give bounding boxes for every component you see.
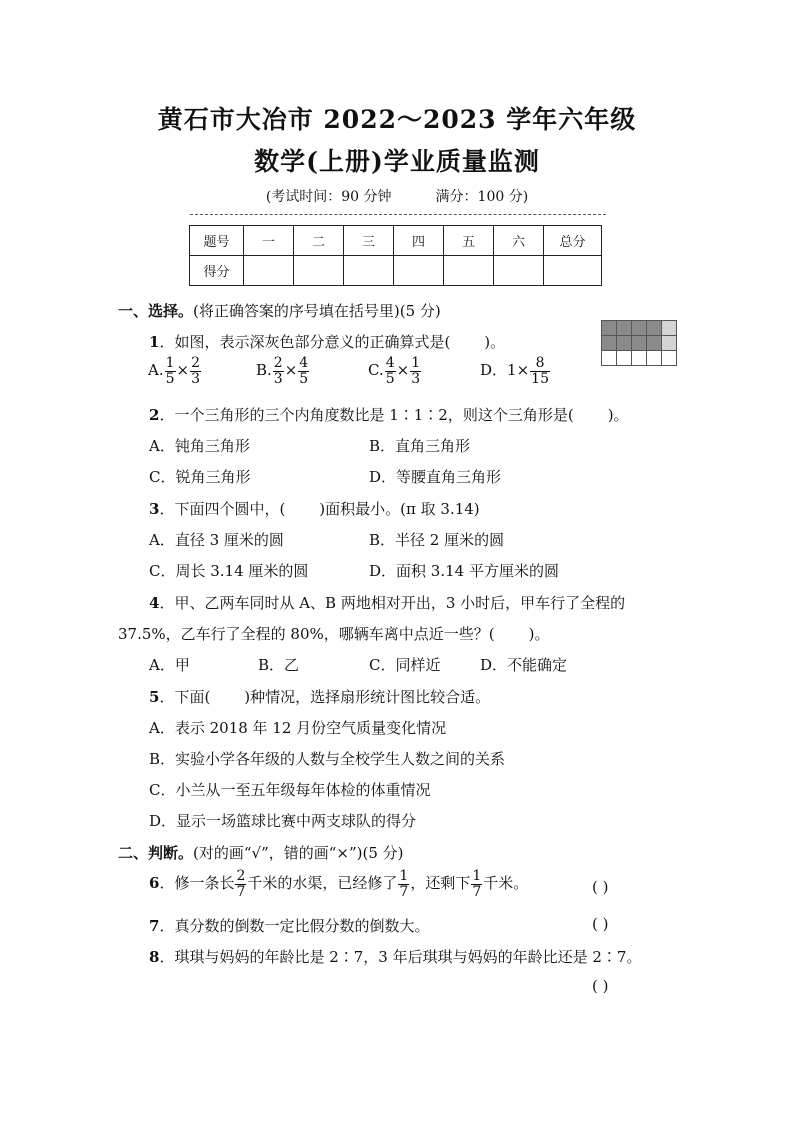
q2-option-c: C．锐角三角形 bbox=[149, 468, 251, 486]
q3-option-c: C．周长 3.14 厘米的圆 bbox=[149, 562, 309, 580]
q5-option-c: C．小兰从一至五年级每年体检的体重情况 bbox=[149, 781, 431, 799]
q6-answer-bracket[interactable]: ( ) bbox=[592, 878, 609, 896]
score-input-cell[interactable] bbox=[294, 256, 344, 286]
score-header-cell: 总分 bbox=[544, 226, 602, 256]
question-5: 5．下面( )种情况，选择扇形统计图比较合适。 bbox=[149, 688, 491, 706]
score-header-cell: 五 bbox=[444, 226, 494, 256]
exam-title-line2: 数学(上册)学业质量监测 bbox=[254, 147, 540, 176]
score-input-cell[interactable] bbox=[394, 256, 444, 286]
score-input-cell[interactable] bbox=[444, 256, 494, 286]
q4-option-a: A．甲 bbox=[149, 656, 190, 674]
score-table bbox=[189, 225, 602, 286]
full-score: 满分：100 分) bbox=[435, 189, 529, 205]
score-header-cell: 三 bbox=[344, 226, 394, 256]
score-header-cell: 六 bbox=[494, 226, 544, 256]
question-8: 8．琪琪与妈妈的年龄比是 2∶7，3 年后琪琪与妈妈的年龄比还是 2∶7。 bbox=[149, 948, 642, 966]
exam-info bbox=[0, 186, 794, 206]
score-row-label: 得分 bbox=[190, 256, 244, 286]
question-7: 7．真分数的倒数一定比假分数的倒数大。 bbox=[149, 917, 430, 935]
q4-option-b: B．乙 bbox=[258, 656, 300, 674]
q5-option-a: A．表示 2018 年 12 月份空气质量变化情况 bbox=[149, 719, 447, 737]
score-header-cell: 一 bbox=[244, 226, 294, 256]
divider bbox=[190, 214, 606, 215]
q2-option-d: D．等腰直角三角形 bbox=[369, 468, 502, 486]
q4-option-d: D．不能确定 bbox=[480, 656, 568, 674]
score-input-cell[interactable] bbox=[344, 256, 394, 286]
exam-title-line1: 黄石市大冶市 2022～2023 学年六年级 bbox=[157, 105, 637, 134]
q1-option-b: B. $\frac{2}{3}$ × $\frac{4}{5}$ bbox=[256, 355, 309, 387]
question-2: 2．一个三角形的三个内角度数比是 1∶1∶2，则这个三角形是( )。 bbox=[149, 406, 629, 424]
score-input-cell[interactable] bbox=[494, 256, 544, 286]
shaded-grid-figure bbox=[601, 320, 677, 366]
score-header-cell: 四 bbox=[394, 226, 444, 256]
q2-option-a: A．钝角三角形 bbox=[149, 437, 250, 455]
exam-time: (考试时间：90 分钟 bbox=[265, 189, 392, 205]
question-1: 1．如图，表示深灰色部分意义的正确算式是( )。 bbox=[149, 333, 506, 351]
question-3: 3．下面四个圆中，( )面积最小。(π 取 3.14) bbox=[149, 500, 480, 518]
q3-option-a: A．直径 3 厘米的圆 bbox=[149, 531, 284, 549]
score-header-cell: 题号 bbox=[190, 226, 244, 256]
q8-answer-bracket[interactable]: ( ) bbox=[592, 977, 609, 995]
q2-option-b: B．直角三角形 bbox=[369, 437, 471, 455]
question-6: 6．修一条长 $\frac{2}{7}$ 千米的水渠，已经修了 $\frac{1}{7}$ ，还剩下 $\frac{1}{7}$ 千米。 bbox=[149, 868, 529, 900]
q3-option-b: B．半径 2 厘米的圆 bbox=[369, 531, 505, 549]
q4-option-c: C．同样近 bbox=[369, 656, 441, 674]
score-header-cell: 二 bbox=[294, 226, 344, 256]
score-table-header-row bbox=[190, 226, 602, 256]
q3-option-d: D．面积 3.14 平方厘米的圆 bbox=[369, 562, 559, 580]
q1-option-c: C. $\frac{4}{5}$ × $\frac{1}{3}$ bbox=[368, 355, 421, 387]
question-4: 4．甲、乙两车同时从 A、B 两地相对开出，3 小时后，甲车行了全程的 bbox=[149, 594, 626, 612]
q1-option-d: D．1× $\frac{8}{15}$ bbox=[480, 355, 549, 387]
section2-heading: 二、判断。(对的画“√”，错的画“×”)(5 分) bbox=[118, 844, 404, 862]
q1-option-a: A. $\frac{1}{5}$ × $\frac{2}{3}$ bbox=[148, 355, 201, 387]
q5-option-d: D．显示一场篮球比赛中两支球队的得分 bbox=[149, 812, 417, 830]
question-4-line2: 37.5%，乙车行了全程的 80%，哪辆车离中点近一些？( )。 bbox=[118, 625, 550, 643]
score-table-score-row bbox=[190, 256, 602, 286]
section1-heading: 一、选择。(将正确答案的序号填在括号里)(5 分) bbox=[118, 302, 441, 320]
q5-option-b: B．实验小学各年级的人数与全校学生人数之间的关系 bbox=[149, 750, 506, 768]
score-input-cell[interactable] bbox=[544, 256, 602, 286]
q7-answer-bracket[interactable]: ( ) bbox=[592, 915, 609, 933]
score-input-cell[interactable] bbox=[244, 256, 294, 286]
